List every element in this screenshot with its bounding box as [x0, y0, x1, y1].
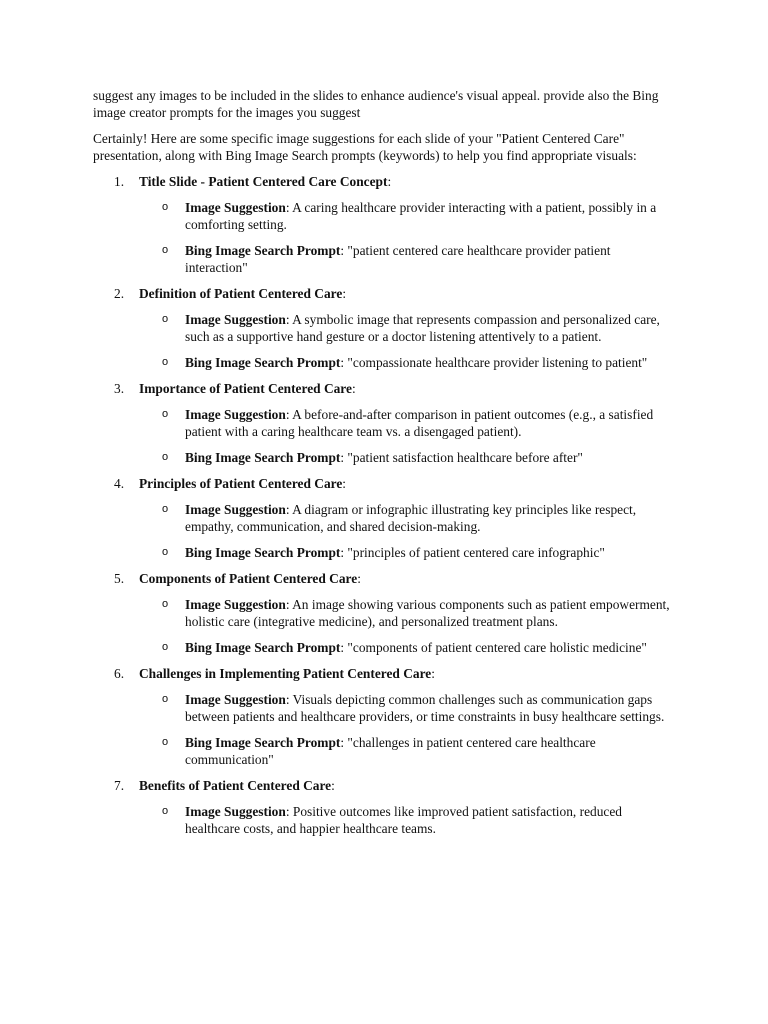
- item-text: : "challenges in patient centered care healthcare communication": [185, 735, 596, 767]
- section-title-colon: :: [331, 778, 335, 793]
- item-label: Image Suggestion: [185, 692, 286, 707]
- item-text: : "compassionate healthcare provider listening to patient": [340, 355, 648, 370]
- item-label: Bing Image Search Prompt: [185, 640, 341, 655]
- list-item-section: [93, 380, 675, 466]
- list-item: [139, 354, 675, 371]
- section-title: Benefits of Patient Centered Care: [139, 778, 332, 793]
- section-title-colon: :: [342, 286, 347, 301]
- list-item-section: [93, 475, 675, 561]
- list-item-section: [93, 665, 675, 768]
- section-title: Title Slide - Patient Centered Care Concept: [139, 174, 388, 189]
- item-label: Bing Image Search Prompt: [185, 355, 341, 370]
- item-label: Bing Image Search Prompt: [185, 450, 341, 465]
- item-text: : Visuals depicting common challenges such as communication gaps between patients and healthcare providers, or time constraints in busy healthcare settings.: [185, 692, 665, 724]
- item-text: : A diagram or infographic illustrating key principles like respect, empathy, communication, and shared decision-making.: [185, 502, 637, 534]
- sub-list: [139, 501, 675, 561]
- item-text: : An image showing various components such as patient empowerment, holistic care (integrative medicine), and personalized treatment plans.: [185, 597, 670, 629]
- list-item-section: [93, 570, 675, 656]
- circle-bullet-icon: o: [162, 598, 169, 610]
- circle-bullet-icon: o: [162, 408, 169, 420]
- section-number: 2.: [114, 286, 125, 301]
- list-item-section: [93, 173, 675, 276]
- list-item: [139, 406, 675, 440]
- item-label: Image Suggestion: [185, 597, 286, 612]
- item-label: Image Suggestion: [185, 804, 286, 819]
- list-item: [139, 639, 675, 656]
- item-text: : "patient centered care healthcare provider patient interaction": [185, 243, 611, 275]
- list-item-section: [93, 285, 675, 371]
- item-text: : "principles of patient centered care infographic": [340, 545, 605, 560]
- section-number: 1.: [114, 174, 125, 189]
- item-label: Bing Image Search Prompt: [185, 243, 341, 258]
- list-item: [139, 803, 675, 837]
- item-text: : A symbolic image that represents compassion and personalized care, such as a supportive hand gesture or a doctor listening attentively to a patient.: [185, 312, 660, 344]
- circle-bullet-icon: o: [162, 736, 169, 748]
- list-item: [139, 449, 675, 466]
- item-text: : Positive outcomes like improved patient satisfaction, reduced healthcare costs, and happier healthcare teams.: [185, 804, 622, 836]
- item-label: Bing Image Search Prompt: [185, 545, 341, 560]
- section-title-colon: :: [342, 476, 347, 491]
- item-label: Bing Image Search Prompt: [185, 735, 341, 750]
- circle-bullet-icon: o: [162, 693, 169, 705]
- list-item-section: [93, 777, 675, 837]
- section-title-colon: :: [387, 174, 392, 189]
- intro-prompt: suggest any images to be included in the slides to enhance audience's visual appeal. provide also the Bing image creator prompts for the images you suggest: [93, 88, 659, 120]
- list-item: [139, 734, 675, 768]
- item-label: Image Suggestion: [185, 312, 286, 327]
- intro-response: Certainly! Here are some specific image suggestions for each slide of your "Patient Centered Care" presentation, along with Bing Image Search prompts (keywords) to help you find appropriate visuals:: [93, 131, 637, 163]
- circle-bullet-icon: o: [162, 451, 169, 463]
- list-item: [139, 311, 675, 345]
- list-item: [139, 199, 675, 233]
- section-title: Definition of Patient Centered Care: [139, 286, 343, 301]
- section-title: Importance of Patient Centered Care: [139, 381, 352, 396]
- item-text: : A before-and-after comparison in patient outcomes (e.g., a satisfied patient with a caring healthcare team vs. a disengaged patient).: [185, 407, 654, 439]
- item-text: : "patient satisfaction healthcare before after": [340, 450, 583, 465]
- circle-bullet-icon: o: [162, 546, 169, 558]
- list-item: [139, 596, 675, 630]
- circle-bullet-icon: o: [162, 313, 169, 325]
- list-item: [139, 242, 675, 276]
- circle-bullet-icon: o: [162, 356, 169, 368]
- sub-list: [139, 311, 675, 371]
- list-item: [139, 544, 675, 561]
- section-title-colon: :: [351, 381, 356, 396]
- item-label: Image Suggestion: [185, 200, 286, 215]
- circle-bullet-icon: o: [162, 503, 169, 515]
- sub-list: [139, 691, 675, 768]
- section-title-colon: :: [357, 571, 361, 586]
- section-number: 7.: [114, 778, 125, 793]
- section-number: 6.: [114, 666, 125, 681]
- section-number: 3.: [114, 381, 125, 396]
- circle-bullet-icon: o: [162, 805, 169, 817]
- list-item: [139, 691, 675, 725]
- circle-bullet-icon: o: [162, 244, 169, 256]
- section-title-colon: :: [431, 666, 435, 681]
- sub-list: [139, 406, 675, 466]
- section-number: 5.: [114, 571, 125, 586]
- document-content: [93, 87, 675, 846]
- sub-list: [139, 199, 675, 276]
- item-label: Image Suggestion: [185, 502, 286, 517]
- item-text: : "components of patient centered care holistic medicine": [340, 640, 647, 655]
- sub-list: [139, 596, 675, 656]
- sub-list: [139, 803, 675, 837]
- section-number: 4.: [114, 476, 125, 491]
- section-title: Components of Patient Centered Care: [139, 571, 358, 586]
- item-label: Image Suggestion: [185, 407, 286, 422]
- section-title: Principles of Patient Centered Care: [139, 476, 343, 491]
- circle-bullet-icon: o: [162, 201, 169, 213]
- list-item: [139, 501, 675, 535]
- section-title: Challenges in Implementing Patient Centered Care: [139, 666, 432, 681]
- section-list: [93, 173, 675, 837]
- circle-bullet-icon: o: [162, 641, 169, 653]
- item-text: : A caring healthcare provider interacting with a patient, possibly in a comforting setting.: [185, 200, 657, 232]
